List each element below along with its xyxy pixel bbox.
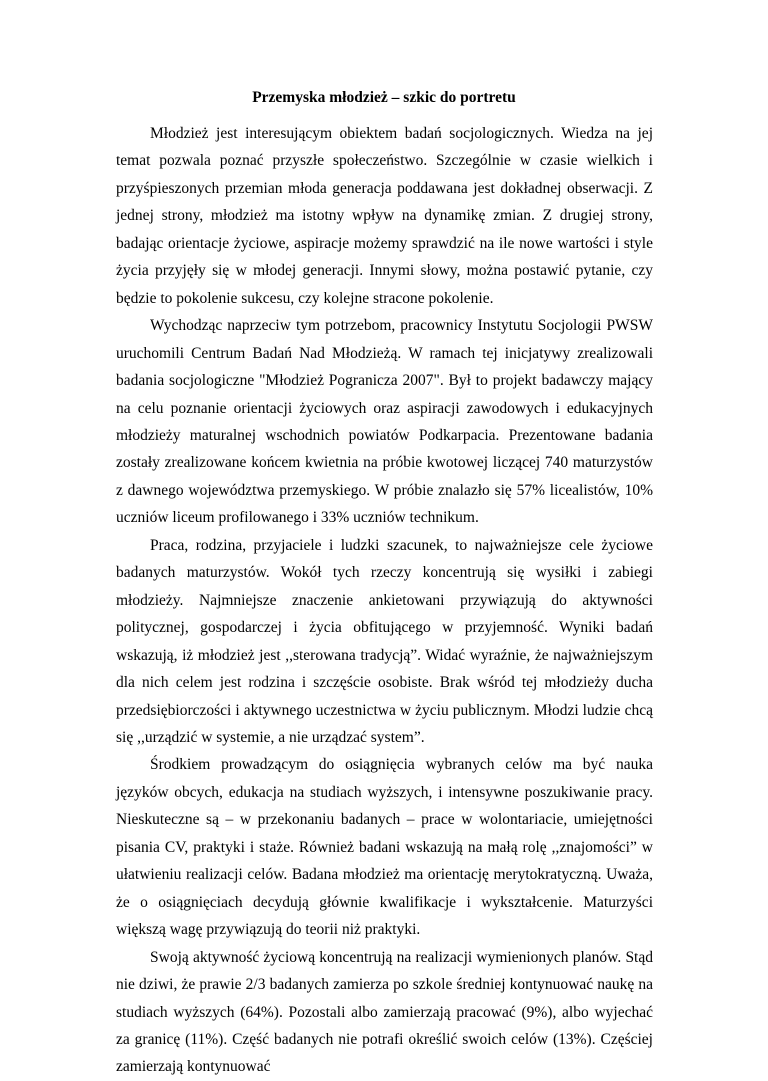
document-body [116, 120, 653, 1081]
paragraph-5: Swoją aktywność życiową koncentrują na realizacji wymienionych planów. Stąd nie dziwi, że prawie 2/3 badanych zamierza po szkole średniej kontynuować naukę na studiach wyższych (64%). Pozostali albo zamierzają pracować (9%), albo wyjechać za granicę (11%). Część badanych nie potrafi określić swoich celów (13%). Częściej zamierzają kontynuować [116, 948, 653, 1076]
paragraph-4: Środkiem prowadzącym do osiągnięcia wybranych celów ma być nauka języków obcych, edukacja na studiach wyższych, i intensywne poszukiwanie pracy. Nieskuteczne są – w przekonaniu badanych – prace w wolontariacie, umiejętności pisania CV, praktyki i staże. Również badani wskazują na małą rolę ,,znajomości” w ułatwieniu realizacji celów. Badana młodzież ma orientację merytokratyczną. Uważa, że o osiągnięciach decydują głównie kwalifikacje i wykształcenie. Maturzyści większą wagę przywiązują do teorii niż praktyki. [116, 756, 653, 939]
paragraph-2: Wychodząc naprzeciw tym potrzebom, pracownicy Instytutu Socjologii PWSW uruchomili Centrum Badań Nad Młodzieżą. W ramach tej inicjatywy zrealizowali badania socjologiczne "Młodzież Pogranicza 2007". Był to projekt badawczy mający na celu poznanie orientacji życiowych oraz aspiracji zawodowych i edukacyjnych młodzieży maturalnej wschodnich powiatów Podkarpacia. Prezentowane badania zostały zrealizowane końcem kwietnia na próbie kwotowej liczącej 740 maturzystów z dawnego województwa przemyskiego. W próbie znalazło się 57% licealistów, 10% uczniów liceum profilowanego i 33% uczniów technikum. [116, 317, 653, 527]
paragraph-1: Młodzież jest interesującym obiektem badań socjologicznych. Wiedza na jej temat pozwala poznać przyszłe społeczeństwo. Szczególnie w czasie wielkich i przyśpieszonych przemian młoda generacja poddawana jest dokładnej obserwacji. Z jednej strony, młodzież ma istotny wpływ na dynamikę zmian. Z drugiej strony, badając orientacje życiowe, aspiracje możemy sprawdzić na ile nowe wartości i style życia przyjęły się w młodej generacji. Innymi słowy, można postawić pytanie, czy będzie to pokolenie sukcesu, czy kolejne stracone pokolenie. [116, 125, 653, 307]
document-title: Przemyska młodzież – szkic do portretu [252, 89, 516, 106]
paragraph-3: Praca, rodzina, przyjaciele i ludzki szacunek, to najważniejsze cele życiowe badanych maturzystów. Wokół tych rzeczy koncentrują się wysiłki i zabiegi młodzieży. Najmniejsze znaczenie ankietowani przywiązują do aktywności politycznej, gospodarczej i życia obfitującego w przyjemność. Wyniki badań wskazują, iż młodzież jest ,,sterowana tradycją”. Widać wyraźnie, że najważniejszym dla nich celem jest rodzina i szczęście osobiste. Brak wśród tej młodzieży ducha przedsiębiorczości i aktywnego uczestnictwa w życiu publicznym. Młodzi ludzie chcą się ,,urządzić w systemie, a nie urządzać system”. [116, 536, 653, 746]
